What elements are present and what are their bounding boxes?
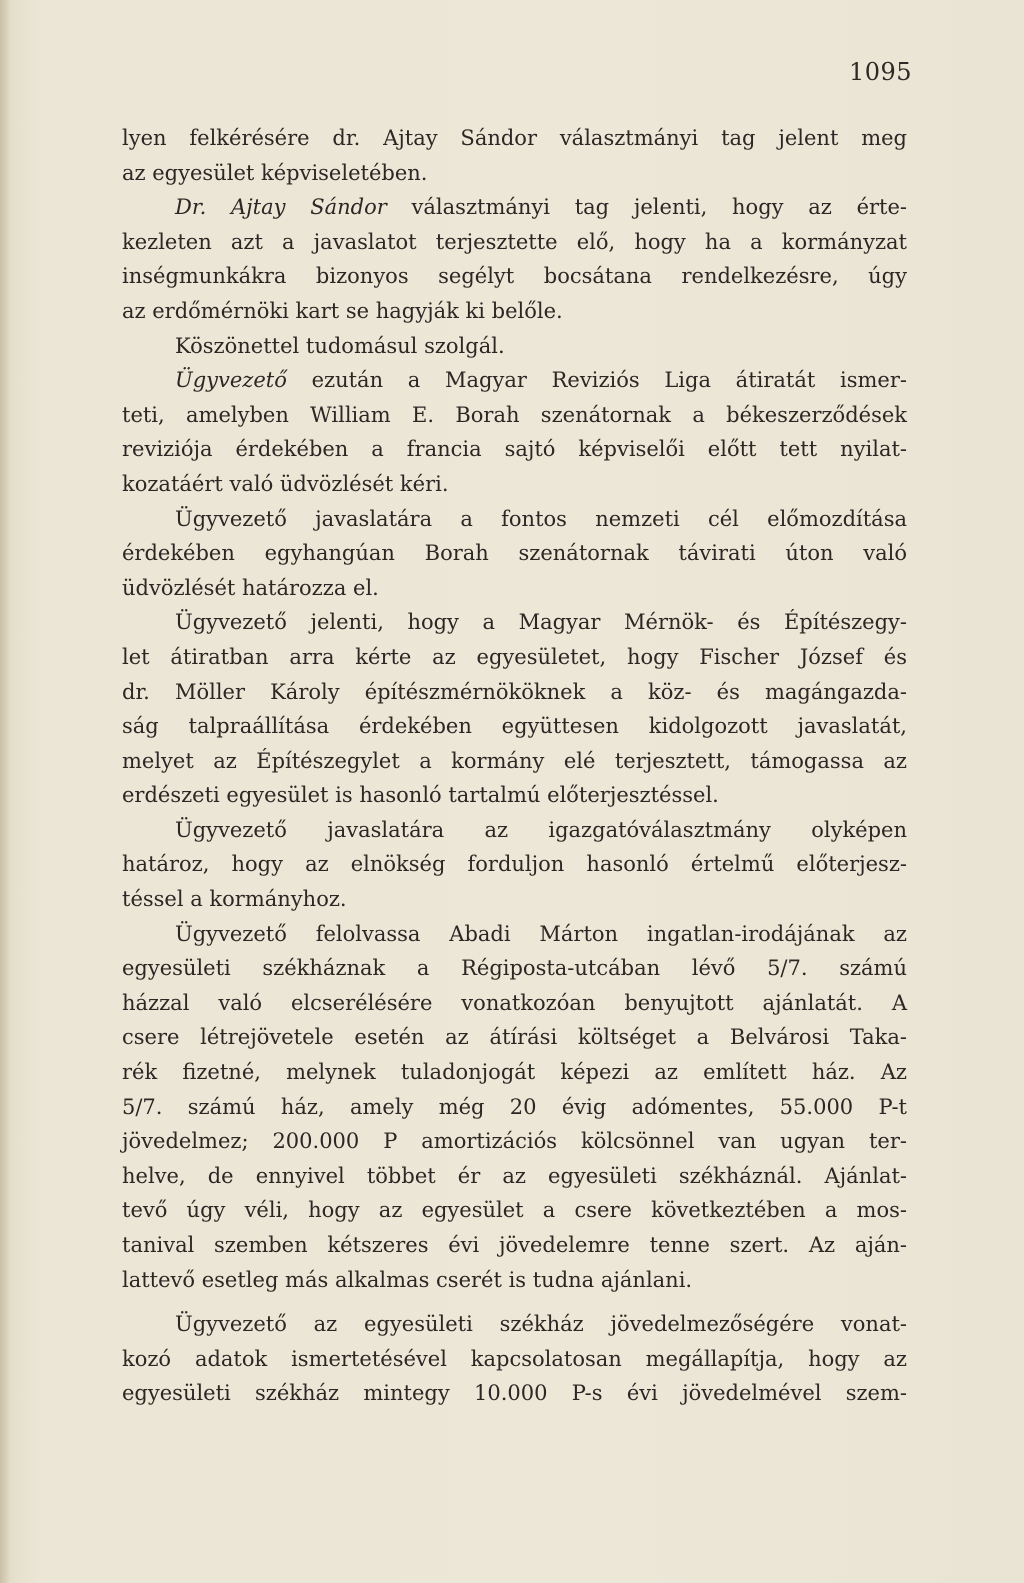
text-line xyxy=(122,190,907,225)
line-rest: választmányi tag jelenti, hogy az érte- xyxy=(411,195,907,220)
text-line: Köszönettel tudomásul szolgál. xyxy=(175,333,505,358)
text-line: kozó adatok ismertetésével kapcsolatosan megállapítja, hogy az xyxy=(122,1346,907,1371)
text-line: az erdőmérnöki kart se hagyják ki belőle. xyxy=(122,298,563,323)
line-rest: ezután a Magyar Reviziós Liga átiratát ismer- xyxy=(311,368,907,393)
page-number: 1095 xyxy=(849,58,913,86)
text-line: Ügyvezető javaslatára az igazgatóválasztmány olyképen xyxy=(175,817,907,842)
text-line: jövedelmez; 200.000 P amortizációs kölcsönnel van ugyan ter- xyxy=(122,1129,907,1154)
italic-run: Dr. xyxy=(175,195,207,220)
text-line: határoz, hogy az elnökség forduljon hasonló értelmű előterjesz- xyxy=(122,852,907,877)
text-line: egyesületi székháznak a Régiposta-utcában lévő 5/7. számú xyxy=(122,956,907,981)
text-line xyxy=(122,363,907,398)
text-line: dr. Möller Károly építészmérnököknek a köz- és magángazda- xyxy=(122,679,907,704)
text-line: lyen felkérésére dr. Ajtay Sándor választmányi tag jelent meg xyxy=(122,126,907,150)
italic-run: Ügyvezető xyxy=(175,368,287,393)
text-line: egyesületi székház mintegy 10.000 P-s évi jövedelmével szem- xyxy=(122,1381,907,1406)
text-line: 5/7. számú ház, amely még 20 évig adómentes, 55.000 P-t xyxy=(122,1094,907,1119)
text-line: kozatáért való üdvözlését kéri. xyxy=(122,471,449,496)
text-line: házzal való elcserélésére vonatkozóan benyujtott ajánlatát. A xyxy=(122,990,907,1015)
text-line: helve, de ennyivel többet ér az egyesületi székháznál. Ajánlat- xyxy=(122,1163,907,1188)
text-line: Ügyvezető felolvassa Abadi Márton ingatlan-irodájának az xyxy=(175,921,907,946)
body-text xyxy=(122,121,907,1411)
text-line: lattevő esetleg más alkalmas cserét is tudna ajánlani. xyxy=(122,1267,693,1292)
text-line: rék fizetné, melynek tuladonjogát képezi az említett ház. Az xyxy=(122,1060,907,1085)
text-line: téssel a kormányhoz. xyxy=(122,887,347,912)
text-line: Ügyvezető javaslatára a fontos nemzeti cél előmozdítása xyxy=(175,506,907,531)
text-line: teti, amelyben William E. Borah szenátornak a békeszerződések xyxy=(122,402,907,427)
text-line: let átiratban arra kérte az egyesületet, hogy Fischer József és xyxy=(122,644,907,669)
text-line: erdészeti egyesület is hasonló tartalmú előterjesztéssel. xyxy=(122,783,719,808)
text-line: inségmunkákra bizonyos segélyt bocsátana rendelkezésre, úgy xyxy=(122,264,907,289)
text-line: érdekében egyhangúan Borah szenátornak távirati úton való xyxy=(122,541,907,566)
text-line: tanival szemben kétszeres évi jövedelemre tenne szert. Az aján- xyxy=(122,1233,907,1257)
text-line: Ügyvezető az egyesületi székház jövedelmezőségére vonat- xyxy=(175,1312,907,1337)
text-line: Ügyvezető jelenti, hogy a Magyar Mérnök- és Építészegy- xyxy=(175,610,907,635)
italic-run: Ajtay Sándor xyxy=(231,195,387,220)
text-line: üdvözlését határozza el. xyxy=(122,575,379,600)
page-binding-edge xyxy=(0,0,10,1583)
text-line: ság talpraállítása érdekében együttesen kidolgozott javaslatát, xyxy=(122,714,907,739)
text-line: az egyesület képviseletében. xyxy=(122,160,428,185)
text-line: melyet az Építészegylet a kormány elé terjesztett, támogassa az xyxy=(122,748,907,773)
text-line: reviziója érdekében a francia sajtó képviselői előtt tett nyilat- xyxy=(122,437,907,462)
text-line: csere létrejövetele esetén az átírási költséget a Belvárosi Taka- xyxy=(122,1025,907,1050)
paragraph-gap xyxy=(122,1297,907,1307)
text-line: tevő úgy véli, hogy az egyesület a csere következtében a mos- xyxy=(122,1198,907,1223)
text-line: kezleten azt a javaslatot terjesztette elő, hogy ha a kormányzat xyxy=(122,229,907,254)
